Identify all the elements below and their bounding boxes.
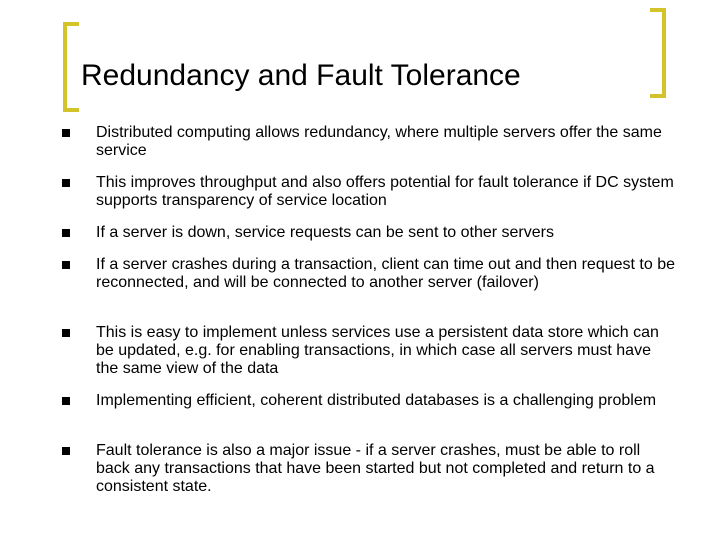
square-bullet-icon — [62, 129, 70, 137]
bullet-text: Distributed computing allows redundancy, where multiple servers offer the same service — [96, 124, 662, 159]
slide-title: Redundancy and Fault Tolerance — [81, 59, 521, 92]
bullet-text: This is easy to implement unless services use a persistent data store which can be updated, e.g. for enabling transactions, in which case all servers must have the same view of the data — [96, 324, 659, 377]
left-title-bracket — [63, 22, 79, 112]
bullet-text: Fault tolerance is also a major issue - if a server crashes, must be able to roll back any transactions that have been started but not completed and return to a consistent state. — [96, 442, 655, 495]
square-bullet-icon — [62, 229, 70, 237]
square-bullet-icon — [62, 447, 70, 455]
bullet-text: This improves throughput and also offers potential for fault tolerance if DC system supports transparency of service location — [96, 174, 674, 209]
square-bullet-icon — [62, 329, 70, 337]
right-title-bracket — [650, 8, 666, 98]
bullet-text: Implementing efficient, coherent distributed databases is a challenging problem — [96, 392, 657, 409]
bullet-text: If a server is down, service requests can be sent to other servers — [96, 224, 554, 241]
bullet-text: If a server crashes during a transaction, client can time out and then request to be reconnected, and will be connected to another server (failover) — [96, 256, 675, 291]
square-bullet-icon — [62, 261, 70, 269]
square-bullet-icon — [62, 179, 70, 187]
square-bullet-icon — [62, 397, 70, 405]
